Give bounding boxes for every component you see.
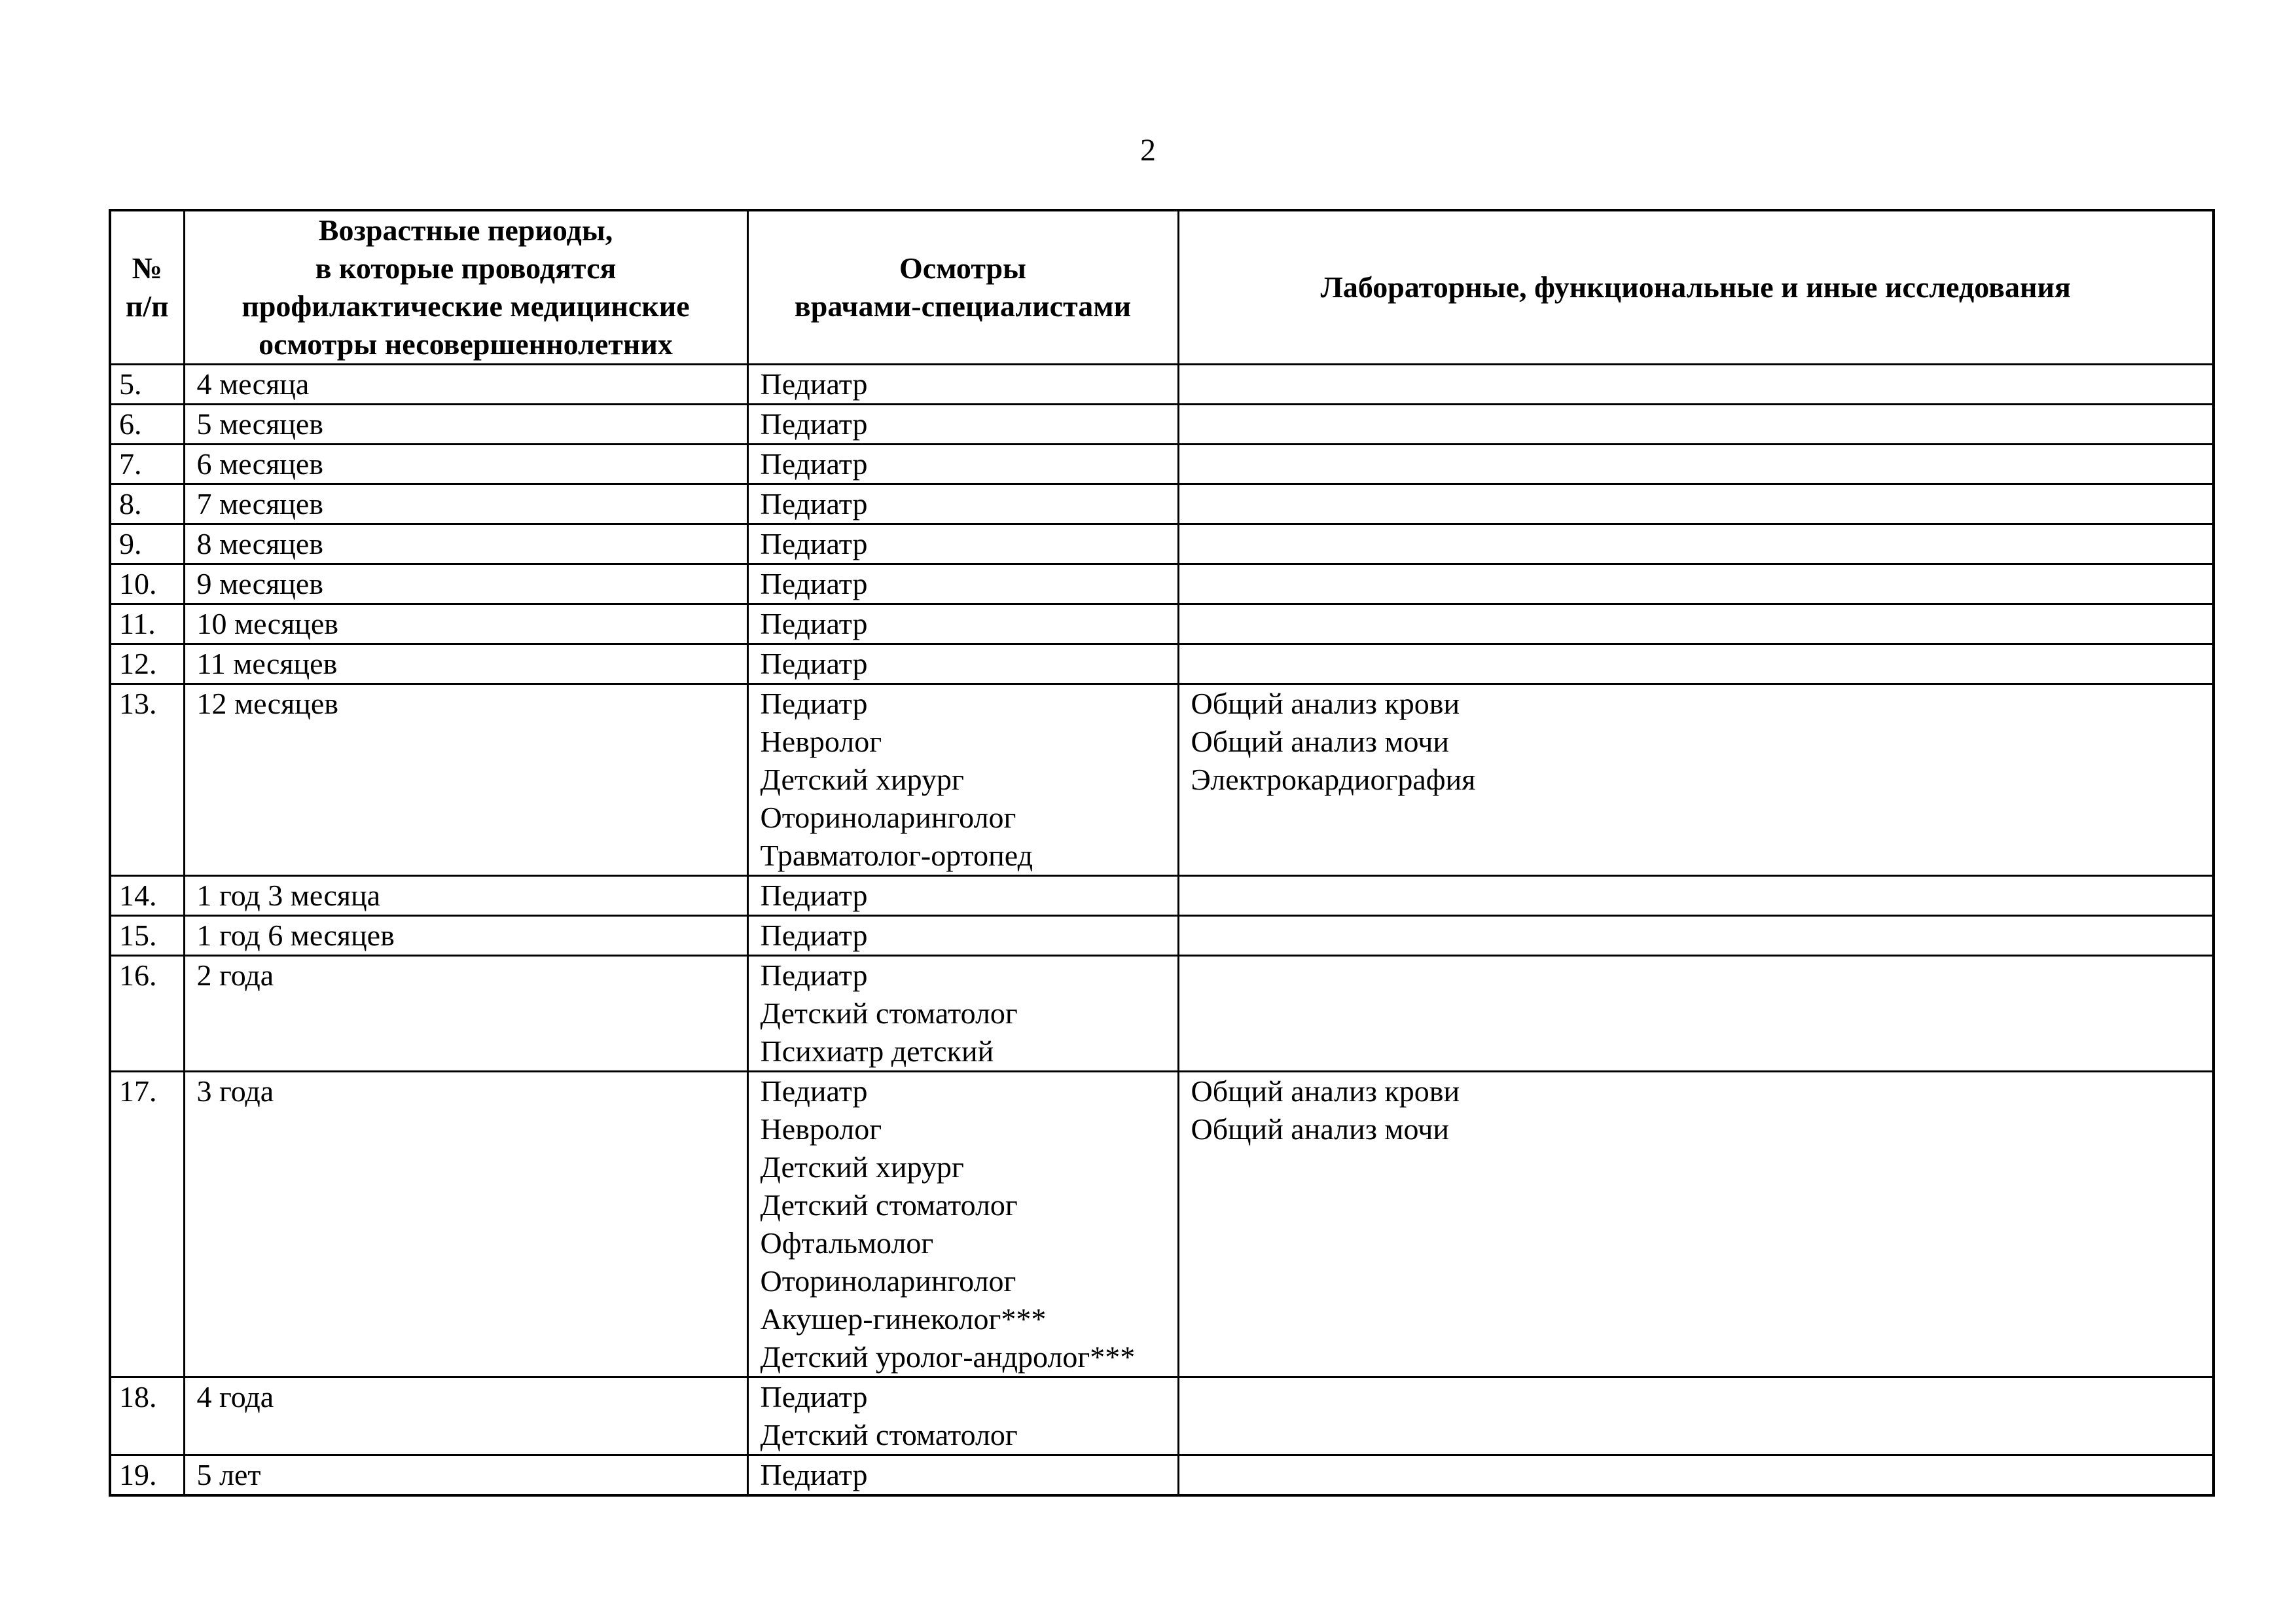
tests-cell	[1178, 916, 2214, 956]
table-row	[110, 644, 2214, 684]
row-number: 7.	[110, 445, 184, 484]
specialist: Травматолог-ортопед	[760, 839, 1033, 872]
specialist: Акушер-гинеколог***	[760, 1302, 1047, 1336]
specialist: Оториноларинголог	[760, 1264, 1016, 1298]
table-row	[110, 1455, 2214, 1496]
table-row	[110, 876, 2214, 916]
header-specialists	[747, 210, 1178, 365]
tests-cell	[1178, 445, 2214, 484]
header-age-period	[184, 210, 747, 365]
table-row	[110, 445, 2214, 484]
header-line: врачами-специалистами	[794, 289, 1132, 323]
specialist: Педиатр	[760, 487, 868, 520]
table-row	[110, 405, 2214, 445]
header-row	[110, 210, 2214, 365]
header-line: Осмотры	[899, 251, 1026, 285]
age-period: 7 месяцев	[184, 484, 747, 524]
table-row	[110, 956, 2214, 1072]
tests-cell	[1178, 365, 2214, 405]
row-number: 12.	[110, 644, 184, 684]
tests-cell	[1178, 876, 2214, 916]
specialist: Педиатр	[760, 1380, 868, 1413]
specialist: Детский хирург	[760, 1150, 964, 1184]
row-number: 13.	[110, 684, 184, 876]
table-row	[110, 1072, 2214, 1377]
age-period: 3 года	[184, 1072, 747, 1377]
specialist: Педиатр	[760, 958, 868, 992]
specialists-cell	[747, 1377, 1178, 1455]
age-period: 10 месяцев	[184, 604, 747, 644]
row-number: 11.	[110, 604, 184, 644]
tests-cell	[1178, 484, 2214, 524]
header-line: №	[132, 251, 162, 285]
specialist: Детский стоматолог	[760, 1188, 1018, 1222]
age-period: 4 месяца	[184, 365, 747, 405]
header-line: в которые проводятся	[315, 251, 617, 285]
specialist: Детский хирург	[760, 763, 964, 796]
specialist: Педиатр	[760, 527, 868, 560]
row-number: 8.	[110, 484, 184, 524]
specialist: Педиатр	[760, 1458, 868, 1491]
specialists-cell	[747, 484, 1178, 524]
row-number: 18.	[110, 1377, 184, 1455]
specialist: Педиатр	[760, 407, 868, 441]
examination-schedule-table	[109, 209, 2215, 1497]
age-period: 1 год 3 месяца	[184, 876, 747, 916]
age-period: 2 года	[184, 956, 747, 1072]
age-period: 8 месяцев	[184, 524, 747, 564]
row-number: 6.	[110, 405, 184, 445]
specialist: Педиатр	[760, 1074, 868, 1108]
age-period: 6 месяцев	[184, 445, 747, 484]
specialists-cell	[747, 684, 1178, 876]
specialist: Детский уролог-андролог***	[760, 1340, 1136, 1374]
specialists-cell	[747, 1072, 1178, 1377]
tests-cell	[1178, 1072, 2214, 1377]
row-number: 16.	[110, 956, 184, 1072]
table-row	[110, 604, 2214, 644]
specialists-cell	[747, 564, 1178, 604]
specialist: Детский стоматолог	[760, 996, 1018, 1030]
tests-cell	[1178, 604, 2214, 644]
specialist: Педиатр	[760, 687, 868, 720]
specialists-cell	[747, 405, 1178, 445]
specialist: Педиатр	[760, 607, 868, 640]
test: Электрокардиография	[1191, 763, 1476, 796]
specialist: Педиатр	[760, 447, 868, 481]
specialist: Невролог	[760, 725, 882, 758]
test: Общий анализ крови	[1191, 687, 1460, 720]
test: Общий анализ крови	[1191, 1074, 1460, 1108]
table-row	[110, 365, 2214, 405]
table-row	[110, 524, 2214, 564]
tests-cell	[1178, 1455, 2214, 1496]
tests-cell	[1178, 405, 2214, 445]
table-header	[110, 210, 2214, 365]
tests-cell	[1178, 1377, 2214, 1455]
specialist: Оториноларинголог	[760, 801, 1016, 834]
row-number: 15.	[110, 916, 184, 956]
age-period: 5 месяцев	[184, 405, 747, 445]
header-line: Возрастные периоды,	[318, 213, 613, 247]
specialists-cell	[747, 916, 1178, 956]
row-number: 5.	[110, 365, 184, 405]
table-row	[110, 1377, 2214, 1455]
page-number: 2	[1140, 133, 1156, 168]
row-number: 19.	[110, 1455, 184, 1496]
tests-cell	[1178, 684, 2214, 876]
specialists-cell	[747, 1455, 1178, 1496]
header-line: профилактические медицинские	[242, 289, 690, 323]
row-number: 17.	[110, 1072, 184, 1377]
specialist: Психиатр детский	[760, 1034, 994, 1068]
specialist: Педиатр	[760, 567, 868, 600]
tests-cell	[1178, 564, 2214, 604]
specialist: Офтальмолог	[760, 1226, 934, 1260]
header-line: Лабораторные, функциональные и иные исследования	[1320, 270, 2071, 304]
specialists-cell	[747, 445, 1178, 484]
specialists-cell	[747, 365, 1178, 405]
specialist: Педиатр	[760, 879, 868, 912]
age-period: 4 года	[184, 1377, 747, 1455]
test: Общий анализ мочи	[1191, 725, 1450, 758]
specialist: Невролог	[760, 1112, 882, 1146]
header-line: осмотры несовершеннолетних	[259, 327, 673, 361]
row-number: 9.	[110, 524, 184, 564]
specialist: Педиатр	[760, 367, 868, 401]
table-row	[110, 916, 2214, 956]
row-number: 14.	[110, 876, 184, 916]
table-row	[110, 484, 2214, 524]
table-row	[110, 564, 2214, 604]
header-number	[110, 210, 184, 365]
table-body	[110, 365, 2214, 1496]
specialist: Педиатр	[760, 919, 868, 952]
specialists-cell	[747, 644, 1178, 684]
age-period: 12 месяцев	[184, 684, 747, 876]
specialist: Педиатр	[760, 647, 868, 680]
specialists-cell	[747, 956, 1178, 1072]
specialists-cell	[747, 524, 1178, 564]
specialists-cell	[747, 876, 1178, 916]
specialist: Детский стоматолог	[760, 1418, 1018, 1451]
age-period: 11 месяцев	[184, 644, 747, 684]
age-period: 1 год 6 месяцев	[184, 916, 747, 956]
test: Общий анализ мочи	[1191, 1112, 1450, 1146]
age-period: 9 месяцев	[184, 564, 747, 604]
header-line: п/п	[125, 289, 169, 323]
specialists-cell	[747, 604, 1178, 644]
tests-cell	[1178, 956, 2214, 1072]
header-tests	[1178, 210, 2214, 365]
table-row	[110, 684, 2214, 876]
row-number: 10.	[110, 564, 184, 604]
age-period: 5 лет	[184, 1455, 747, 1496]
tests-cell	[1178, 644, 2214, 684]
tests-cell	[1178, 524, 2214, 564]
